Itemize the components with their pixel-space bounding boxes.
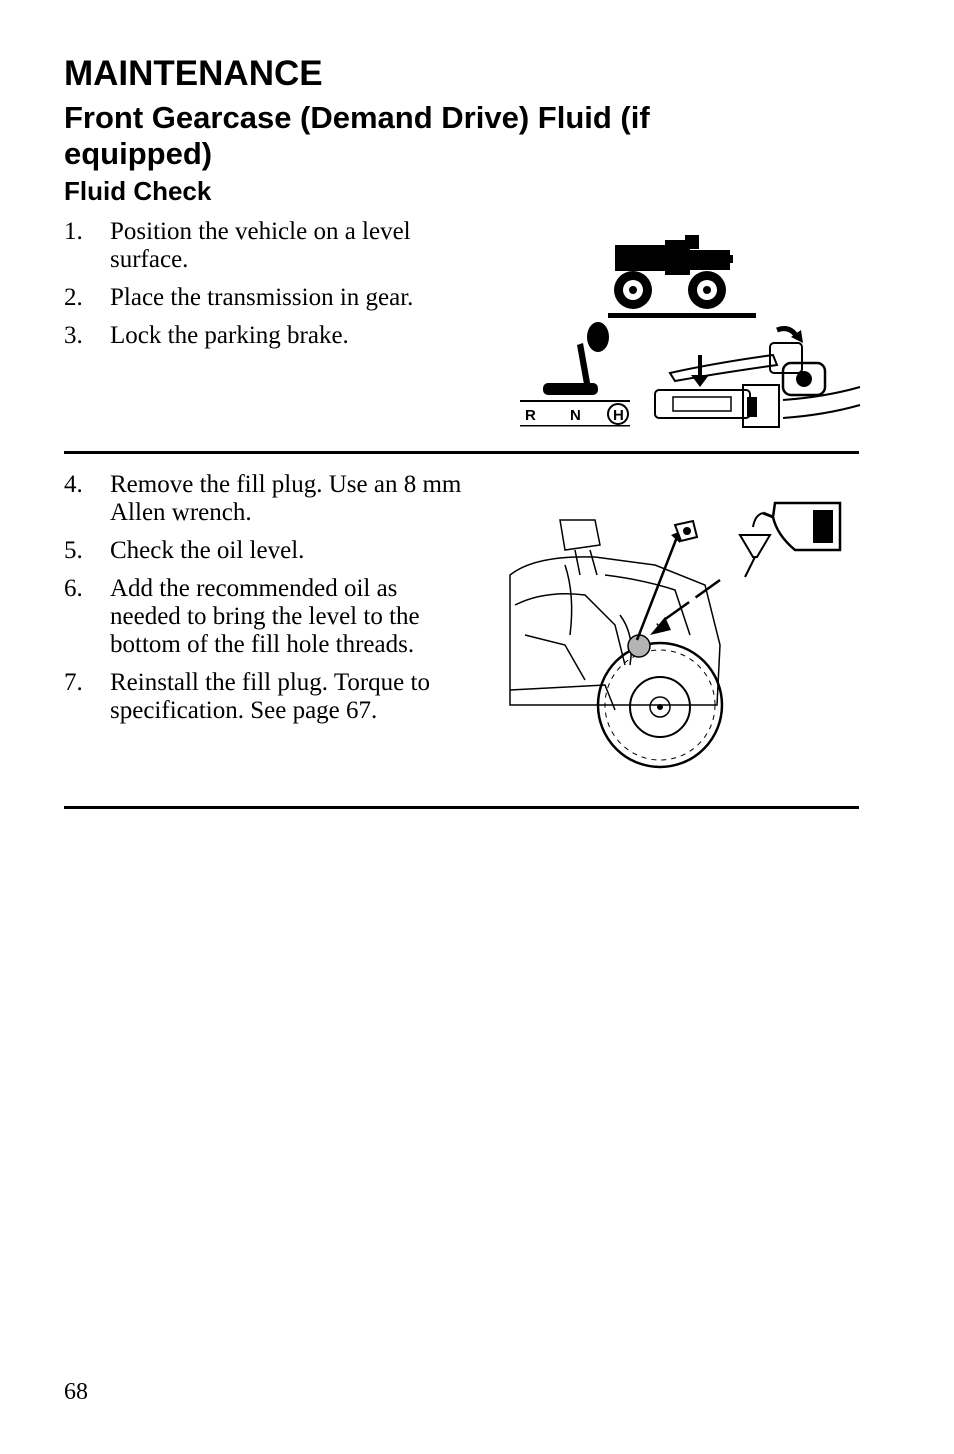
fill-plug-illustration xyxy=(505,495,850,780)
section-divider xyxy=(64,451,859,454)
page-number: 68 xyxy=(64,1379,88,1405)
step-item xyxy=(64,669,464,725)
step-item xyxy=(64,471,464,527)
step-text: Check the oil level. xyxy=(110,537,305,564)
step-text: Place the transmission in gear. xyxy=(110,284,414,311)
step-number: 3. xyxy=(64,322,83,349)
atv-front-drawing xyxy=(510,520,720,710)
atv-level-icon xyxy=(608,235,756,318)
step-text: Position the vehicle on a level surface. xyxy=(110,218,411,273)
funnel-icon xyxy=(740,535,770,577)
level-gear-brake-illustration xyxy=(515,225,865,435)
step-number: 2. xyxy=(64,284,83,311)
step-text: Lock the parking brake. xyxy=(110,322,349,349)
step-number: 4. xyxy=(64,471,83,498)
step-text: Remove the fill plug. Use an 8 mm Allen wrench. xyxy=(110,471,462,526)
step-number: 5. xyxy=(64,537,83,564)
page-title: Front Gearcase (Demand Drive) Fluid (if equipped) xyxy=(64,100,650,171)
subsection-title: Fluid Check xyxy=(64,176,212,206)
step-text: Add the recommended oil as needed to bring the level to the bottom of the fill hole threads. xyxy=(110,575,420,658)
step-item xyxy=(64,575,464,659)
gear-label-n: N xyxy=(570,407,581,424)
step-number: 1. xyxy=(64,218,83,245)
section-title: MAINTENANCE xyxy=(64,54,323,93)
step-item xyxy=(64,284,464,312)
gear-shifter-icon xyxy=(520,322,630,427)
step-number: 7. xyxy=(64,669,83,696)
brake-lever-icon xyxy=(655,329,860,427)
step-text: Reinstall the fill plug. Torque to specification. See page 67. xyxy=(110,669,430,724)
step-item xyxy=(64,537,464,565)
gear-label-h: H xyxy=(613,407,624,424)
steps-list-1 xyxy=(64,218,464,360)
steps-list-2 xyxy=(64,471,464,735)
step-item xyxy=(64,322,464,350)
section-divider xyxy=(64,806,859,809)
step-number: 6. xyxy=(64,575,83,602)
step-item xyxy=(64,218,464,274)
gear-label-r: R xyxy=(525,407,536,424)
